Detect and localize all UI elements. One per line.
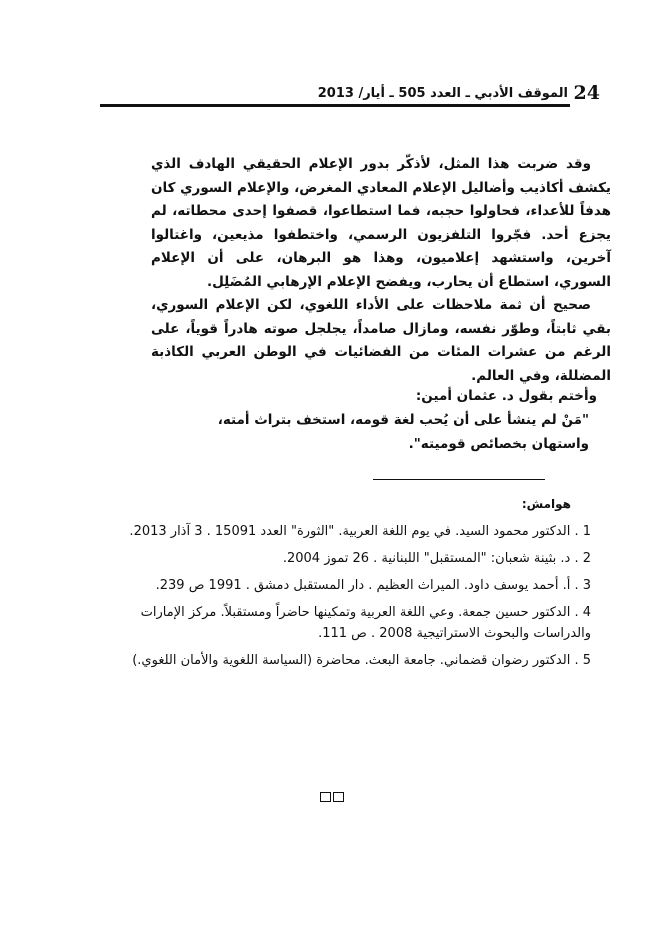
page-number: 24 (573, 82, 600, 104)
footnote-item: 4 . الدكتور حسين جمعة. وعي اللغة العربية وتمكينها حاضراً ومستقبلاً. مركز الإمارات والدراسات والبحوث الاستراتيجية 2008 . ص 111. (140, 605, 591, 641)
footnote-item: 5 . الدكتور رضوان قضماني. جامعة البعث. محاضرة (السياسة اللغوية والأمان اللغوي.) (132, 653, 591, 668)
square-icon (320, 792, 331, 802)
footnote-item: 1 . الدكتور محمود السيد. في يوم اللغة العربية. "الثورة" العدد 15091 . 3 آذار 2013. (129, 524, 591, 539)
footnotes (91, 494, 591, 677)
paragraph-2: صحيح أن ثمة ملاحظات على الأداء اللغوي، لكن الإعلام السوري، بقي ثابتاً، وطوّر نفسه، ومازال صامداً، يجلجل صوته هادراً قوياً، على الرغم من عشرات المئات من الفضائيات في الوطن العربي الكاذبة المضللة، وفي العالم. (151, 297, 611, 384)
page-header (100, 82, 600, 108)
footnotes-title: هوامش: (521, 497, 571, 511)
closing-quote (157, 384, 597, 456)
quote-text: "مَنْ لم ينشأ على أن يُحب لغة قومه، استخف بتراث أمته، واستهان بخصائص قوميته". (217, 412, 589, 452)
running-title: الموقف الأدبي ـ العدد 505 ـ أيار/ 2013 (317, 86, 568, 101)
header-rule (100, 104, 570, 107)
footnote-item: 2 . د. بثينة شعبان: "المستقبل" اللبنانية . 26 تموز 2004. (282, 551, 591, 566)
footnote-item: 3 . أ. أحمد يوسف داود. الميراث العظيم . دار المستقبل دمشق . 1991 ص 239. (155, 578, 591, 593)
quote-intro: وأختم بقول د. عثمان أمين: (415, 388, 597, 404)
footnote-separator (373, 479, 545, 480)
end-of-article-icon (316, 792, 344, 804)
paragraph-1: وقد ضربت هذا المثل، لأذكّر بدور الإعلام الحقيقي الهادف الذي يكشف أكاذيب وأضاليل الإعلام المعادي المغرض، والإعلام السوري كان هدفاً للأعداء، فحاولوا حجبه، فما استطاعوا، قصفوا إحدى محطاته، لم يجزع أحد. فجّروا التلفزيون الرسمي، واختطفوا مذيعين، واغتالوا آخرين، واستشهد إعلاميون، وهذا هو البرهان، على أن الإعلام السوري، استطاع أن يحارب، ويفضح الإعلام الإرهابي المُضَلِل. (151, 156, 611, 290)
article-body (151, 153, 611, 388)
square-icon (333, 792, 344, 802)
